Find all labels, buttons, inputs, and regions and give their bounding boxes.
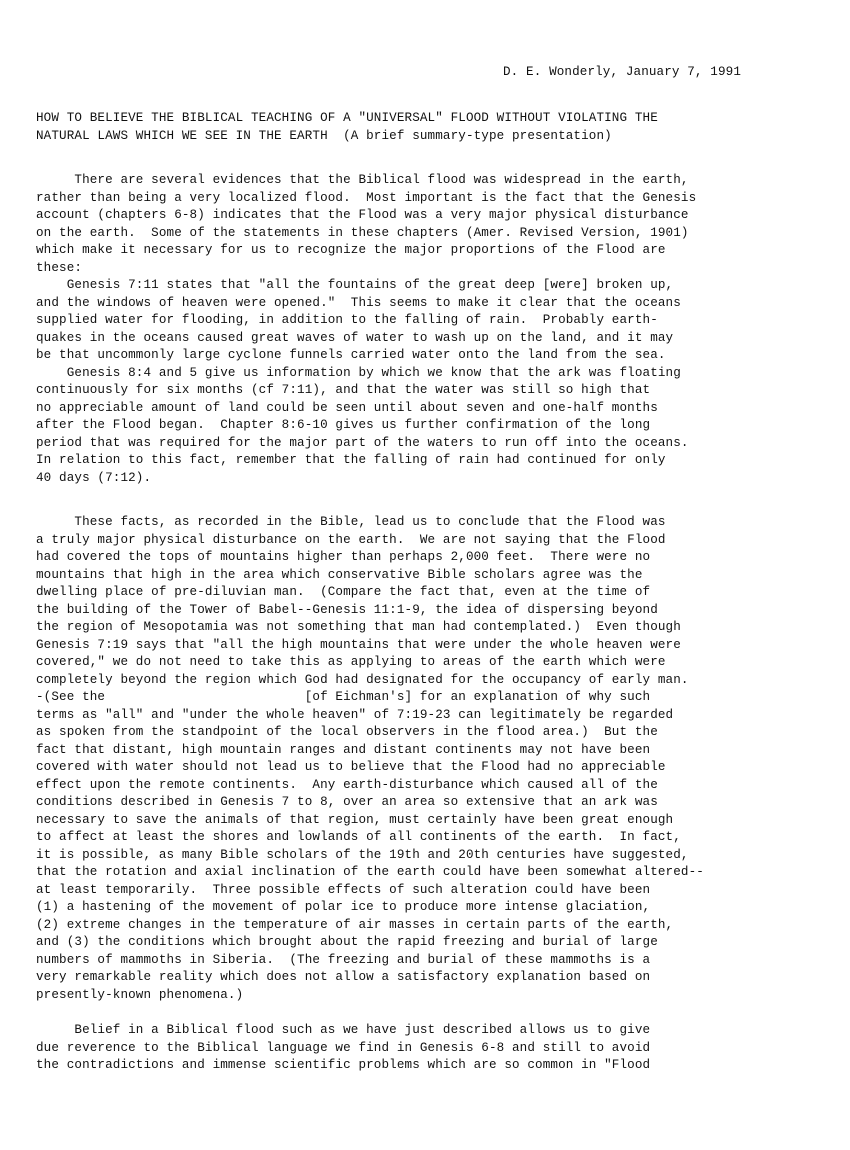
paragraph-line: supplied water for flooding, in addition to the falling of rain. Probably earth- bbox=[36, 313, 658, 327]
paragraph-line: numbers of mammoths in Siberia. (The freezing and burial of these mammoths is a bbox=[36, 952, 651, 967]
author-date: D. E. Wonderly, January 7, 1991 bbox=[503, 65, 742, 79]
paragraph-line: as spoken from the standpoint of the local observers in the flood area.) But the bbox=[36, 725, 658, 739]
title-line: NATURAL LAWS WHICH WE SEE IN THE EARTH (A brief summary-type presentation) bbox=[36, 128, 612, 143]
paragraph-line: These facts, as recorded in the Bible, lead us to conclude that the Flood was bbox=[36, 515, 666, 529]
paragraph-line: it is possible, as many Bible scholars of the 19th and 20th centuries have suggested, bbox=[36, 847, 689, 862]
paragraph-line: Genesis 7:19 says that "all the high mountains that were under the whole heaven were bbox=[36, 637, 681, 652]
paragraph-line: that the rotation and axial inclination of the earth could have been somewhat altered-- bbox=[36, 865, 704, 879]
paragraph-line: In relation to this fact, remember that the falling of rain had continued for only bbox=[36, 453, 666, 467]
paragraph-line: presently-known phenomena.) bbox=[36, 987, 244, 1002]
paragraph-line: quakes in the oceans caused great waves of water to wash up on the land, and it may bbox=[36, 330, 674, 345]
paragraph-line: necessary to save the animals of that region, must certainly have been great enough bbox=[36, 812, 674, 827]
paragraph-line: Belief in a Biblical flood such as we have just described allows us to give bbox=[36, 1023, 651, 1037]
paragraph-line: Genesis 7:11 states that "all the fountains of the great deep [were] broken up, bbox=[36, 278, 674, 292]
paragraph-line: rather than being a very localized flood. Most important is the fact that the Genesis bbox=[36, 190, 697, 205]
paragraph-line: the region of Mesopotamia was not something that man had contemplated.) Even though bbox=[36, 620, 681, 634]
paragraph-line: which make it necessary for us to recognize the major proportions of the Flood are bbox=[36, 243, 666, 257]
paragraph-line: There are several evidences that the Biblical flood was widespread in the earth, bbox=[36, 173, 689, 187]
paragraph-line: 40 days (7:12). bbox=[36, 470, 152, 485]
paragraph-line: (2) extreme changes in the temperature of air masses in certain parts of the earth, bbox=[36, 917, 674, 932]
paragraph-line: fact that distant, high mountain ranges and distant continents may not have been bbox=[36, 742, 651, 757]
paragraph-line: these: bbox=[36, 260, 83, 275]
title-line: HOW TO BELIEVE THE BIBLICAL TEACHING OF A "UNIVERSAL" FLOOD WITHOUT VIOLATING THE bbox=[36, 111, 658, 125]
paragraph-line: conditions described in Genesis 7 to 8, over an area so extensive that an ark was bbox=[36, 795, 658, 809]
paragraph-line: to affect at least the shores and lowlands of all continents of the earth. In fact, bbox=[36, 830, 681, 844]
paragraph-line: (1) a hastening of the movement of polar ice to produce more intense glaciation, bbox=[36, 900, 651, 914]
paragraph-line: completely beyond the region which God had designated for the occupancy of early man. bbox=[36, 672, 689, 687]
paragraph-line: and (3) the conditions which brought about the rapid freezing and burial of large bbox=[36, 935, 658, 949]
paragraph-line: no appreciable amount of land could be seen until about seven and one-half months bbox=[36, 400, 658, 415]
paragraph-line: period that was required for the major part of the waters to run off into the oceans. bbox=[36, 435, 689, 450]
paragraph-line: very remarkable reality which does not allow a satisfactory explanation based on bbox=[36, 970, 651, 984]
paragraph-line: dwelling place of pre-diluvian man. (Compare the fact that, even at the time of bbox=[36, 585, 651, 599]
paragraph-line: on the earth. Some of the statements in these chapters (Amer. Revised Version, 1901) bbox=[36, 225, 689, 240]
paragraph-line: account (chapters 6-8) indicates that the Flood was a very major physical disturbance bbox=[36, 208, 689, 222]
paragraph-line: due reverence to the Biblical language we find in Genesis 6-8 and still to avoid bbox=[36, 1040, 651, 1055]
paragraph-line: the building of the Tower of Babel--Genesis 11:1-9, the idea of dispersing beyond bbox=[36, 602, 658, 617]
paragraph-line: continuously for six months (cf 7:11), and that the water was still so high that bbox=[36, 383, 651, 397]
paragraph-line: terms as "all" and "under the whole heaven" of 7:19-23 can legitimately be regarded bbox=[36, 707, 674, 722]
paragraph-line: at least temporarily. Three possible effects of such alteration could have been bbox=[36, 882, 651, 897]
paragraph-line: mountains that high in the area which conservative Bible scholars agree was the bbox=[36, 567, 643, 582]
paragraph-line: covered with water should not lead us to believe that the Flood had no appreciable bbox=[36, 760, 666, 774]
paragraph-line: and the windows of heaven were opened." This seems to make it clear that the oceans bbox=[36, 295, 681, 310]
paragraph-line: Genesis 8:4 and 5 give us information by which we know that the ark was floating bbox=[36, 365, 681, 380]
paragraph-line: effect upon the remote continents. Any earth-disturbance which caused all of the bbox=[36, 777, 658, 792]
paragraph-line: a truly major physical disturbance on the earth. We are not saying that the Flood bbox=[36, 532, 666, 547]
paragraph-line: covered," we do not need to take this as applying to areas of the earth which were bbox=[36, 655, 666, 669]
paragraph-line: had covered the tops of mountains higher than perhaps 2,000 feet. There were no bbox=[36, 550, 651, 564]
paragraph-line: the contradictions and immense scientific problems which are so common in "Flood bbox=[36, 1058, 651, 1072]
paragraph-line: -(See the [of Eichman's] for an explanation of why such bbox=[36, 690, 651, 704]
paragraph-line: be that uncommonly large cyclone funnels carried water onto the land from the sea. bbox=[36, 348, 666, 362]
paragraph-line: after the Flood began. Chapter 8:6-10 gives us further confirmation of the long bbox=[36, 418, 651, 432]
